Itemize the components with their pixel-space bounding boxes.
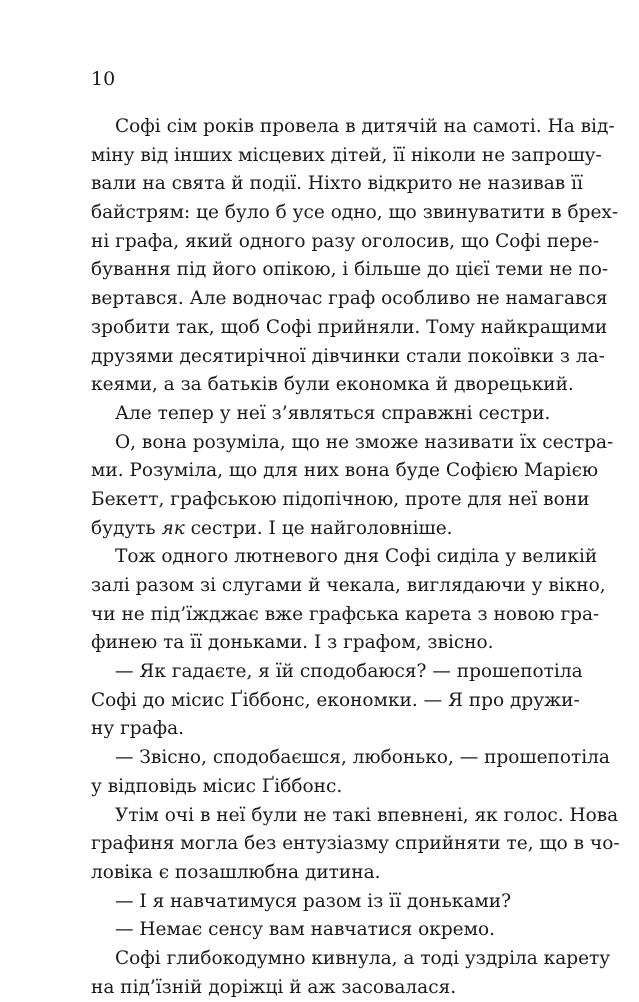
text-line: бування під його опікою, і більше до цієї теми не по- bbox=[91, 259, 609, 281]
text-line: Софі сім років провела в дитячій на самоті. На від- bbox=[115, 116, 615, 137]
text-line: ловіка є позашлюбна дитина. bbox=[91, 861, 381, 883]
text-line: Але тепер у неї з’являться справжні сестри. bbox=[115, 402, 551, 424]
text-line: — Звісно, сподобаєшся, любонько, — прошепотіла bbox=[115, 747, 610, 769]
text-line: Софі до місис Ґіббонс, економки. — Я про дружи- bbox=[91, 689, 580, 711]
text-line: чи не під’їжджає вже графська карета з новою гра- bbox=[91, 603, 600, 625]
body-text bbox=[91, 113, 620, 1002]
text-segment: будуть bbox=[91, 517, 162, 539]
text-line: у відповідь місис Ґіббонс. bbox=[91, 775, 343, 797]
text-line: залі разом зі слугами й чекала, виглядаючи у вікно, bbox=[91, 575, 606, 596]
text-line: Софі глибокодумно кивнула, а тоді уздріла карету bbox=[115, 947, 611, 969]
text-line: — І я навчатимуся разом із її доньками? bbox=[115, 890, 512, 912]
text-line: — Як гадаєте, я їй сподобаюся? — прошепотіла bbox=[115, 661, 583, 683]
text-line: Утім очі в неї були не такі впевнені, як голос. Нова bbox=[115, 804, 619, 826]
text-line: друзями десятирічної дівчинки стали покоївки з ла- bbox=[91, 345, 605, 367]
text-line: кеями, а за батьків були економка й дворецький. bbox=[91, 374, 574, 396]
text-segment: сестри. І це найголовніше. bbox=[184, 517, 453, 539]
text-line: вертався. Але водночас граф особливо не намагався bbox=[91, 288, 608, 310]
text-line: міну від інших місцевих дітей, її ніколи не запрошу- bbox=[91, 144, 602, 166]
text-line: графиня могла без ентузіазму сприйняти те, що в чо- bbox=[91, 833, 620, 855]
text-line: ну графа. bbox=[91, 718, 185, 740]
page-number: 10 bbox=[91, 68, 116, 90]
text-line: Бекетт, графською підопічною, проте для неї вони bbox=[91, 488, 590, 510]
text-line: зробити так, щоб Софі прийняли. Тому найкращими bbox=[91, 316, 608, 338]
text-line bbox=[91, 515, 563, 544]
text-line: ми. Розуміла, що для них вона буде Софією Марією bbox=[91, 460, 599, 482]
text-line: Тож одного лютневого дня Софі сиділа у великій bbox=[115, 546, 598, 568]
text-line: финею та її доньками. І з графом, звісно. bbox=[91, 632, 494, 654]
text-line: вали на свята й події. Ніхто відкрито не називав її bbox=[91, 173, 583, 195]
text-line: байстрям: це було б усе одно, що звинуватити в брех- bbox=[91, 202, 619, 224]
text-line: на під’їзній доріжці й аж засовалася. bbox=[91, 976, 457, 998]
text-line: ні графа, який одного разу оголосив, що Софі пере- bbox=[91, 230, 600, 252]
text-line: О, вона розуміла, що не зможе називати їх сестра- bbox=[115, 431, 614, 453]
text-line: — Немає сенсу вам навчатися окремо. bbox=[115, 919, 496, 941]
italic-word: як bbox=[161, 517, 185, 539]
